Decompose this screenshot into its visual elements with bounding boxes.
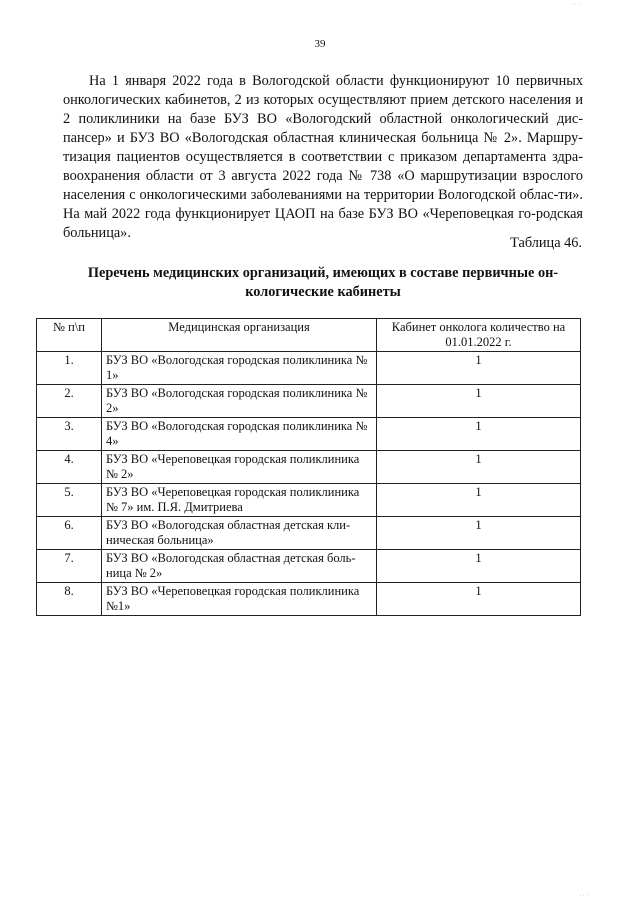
row-number: 1. bbox=[37, 352, 102, 385]
row-count: 1 bbox=[377, 517, 581, 550]
row-count: 1 bbox=[377, 451, 581, 484]
table-row bbox=[37, 583, 581, 616]
row-organization: БУЗ ВО «Вологодская областная детская кли-ническая больница» bbox=[102, 517, 377, 550]
organizations-table bbox=[36, 318, 581, 616]
row-organization: БУЗ ВО «Вологодская городская поликлиника № 1» bbox=[102, 352, 377, 385]
table-row bbox=[37, 451, 581, 484]
row-number: 2. bbox=[37, 385, 102, 418]
row-count: 1 bbox=[377, 385, 581, 418]
row-organization: БУЗ ВО «Череповецкая городская поликлиника №1» bbox=[102, 583, 377, 616]
table-row bbox=[37, 550, 581, 583]
row-organization: БУЗ ВО «Череповецкая городская поликлиника № 2» bbox=[102, 451, 377, 484]
row-number: 6. bbox=[37, 517, 102, 550]
row-count: 1 bbox=[377, 550, 581, 583]
row-organization: БУЗ ВО «Вологодская городская поликлиника № 2» bbox=[102, 385, 377, 418]
table-title: Перечень медицинских организаций, имеющих в составе первичные он-кологические кабинеты bbox=[87, 265, 559, 300]
table-row bbox=[37, 517, 581, 550]
header-number: № п\п bbox=[37, 319, 102, 352]
header-oncologist-count: Кабинет онколога количество на 01.01.2022 г. bbox=[377, 319, 581, 352]
row-number: 4. bbox=[37, 451, 102, 484]
row-organization: БУЗ ВО «Вологодская городская поликлиника № 4» bbox=[102, 418, 377, 451]
table-row bbox=[37, 385, 581, 418]
table-row bbox=[37, 352, 581, 385]
header-organization: Медицинская организация bbox=[102, 319, 377, 352]
row-number: 8. bbox=[37, 583, 102, 616]
body-paragraph: На 1 января 2022 года в Вологодской области функционируют 10 первичных онкологических кабинетов, 2 из которых осуществляют прием детского населения и 2 поликлиники на базе БУЗ ВО «Вологодский областной онкологический дис-пансер» и БУЗ ВО «Вологодская областная клиническая больница № 2». Маршру-тизация пациентов осуществляется в соответствии с приказом департамента здра-воохранения области от 3 августа 2022 года № 738 «О маршрутизации взрослого населения с онкологическими заболеваниями на территории Вологодской облас-ти». На май 2022 года функционирует ЦАОП на базе БУЗ ВО «Череповецкая го-родская больница». bbox=[63, 73, 583, 241]
row-count: 1 bbox=[377, 352, 581, 385]
page-number: 39 bbox=[314, 38, 326, 50]
table-label: Таблица 46. bbox=[510, 235, 582, 251]
table-row bbox=[37, 418, 581, 451]
row-number: 7. bbox=[37, 550, 102, 583]
scan-artifact: · · · bbox=[579, 893, 588, 899]
row-count: 1 bbox=[377, 583, 581, 616]
row-number: 5. bbox=[37, 484, 102, 517]
scan-artifact: · · · bbox=[571, 2, 580, 8]
table-header-row bbox=[37, 319, 581, 352]
row-organization: БУЗ ВО «Череповецкая городская поликлиника № 7» им. П.Я. Дмитриева bbox=[102, 484, 377, 517]
row-count: 1 bbox=[377, 484, 581, 517]
row-number: 3. bbox=[37, 418, 102, 451]
table-row bbox=[37, 484, 581, 517]
row-organization: БУЗ ВО «Вологодская областная детская боль-ница № 2» bbox=[102, 550, 377, 583]
row-count: 1 bbox=[377, 418, 581, 451]
